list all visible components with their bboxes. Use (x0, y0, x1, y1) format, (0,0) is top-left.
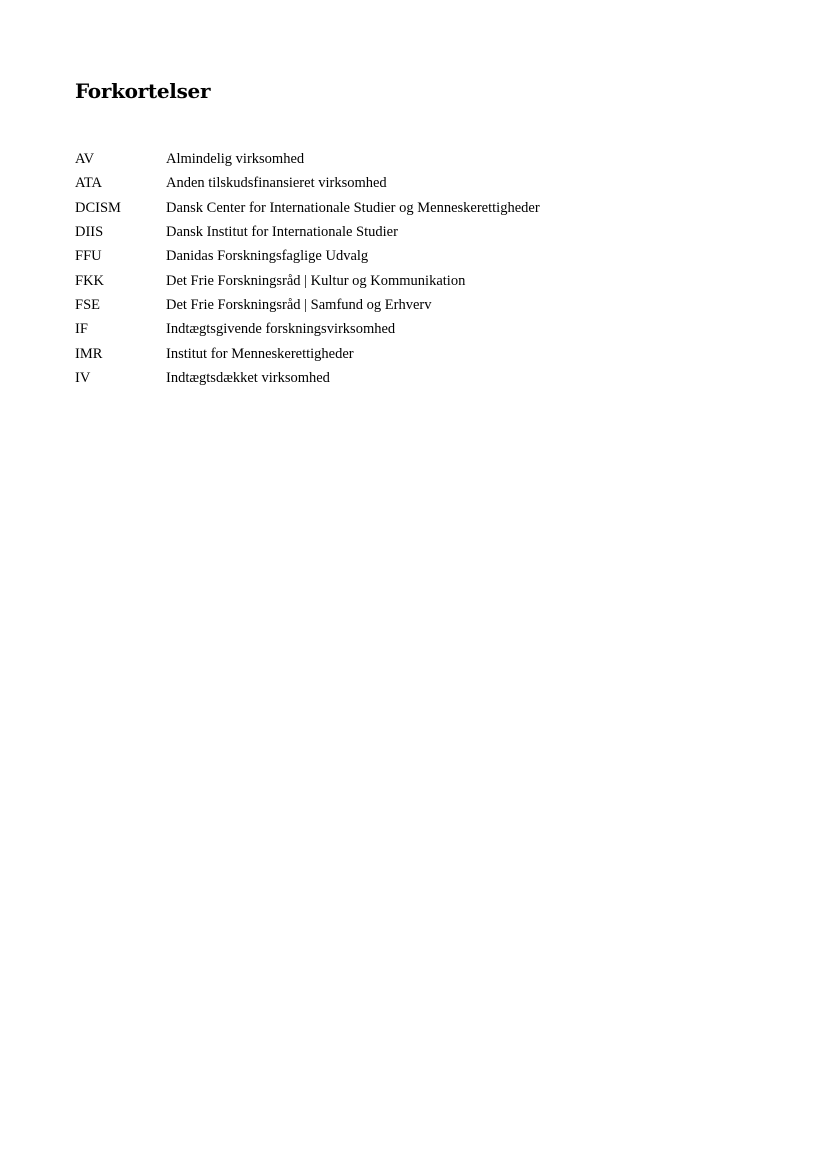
list-item (75, 244, 715, 268)
abbreviation-code: IF (75, 321, 88, 338)
abbreviation-description: Dansk Institut for Internationale Studier (166, 224, 398, 241)
list-item (75, 366, 715, 390)
abbreviation-list (75, 147, 715, 390)
page-title: Forkortelser (75, 79, 211, 103)
abbreviation-description: Det Frie Forskningsråd | Kultur og Kommunikation (166, 272, 466, 289)
list-item (75, 317, 715, 341)
abbreviation-code: IMR (75, 345, 103, 362)
abbreviation-description: Det Frie Forskningsråd | Samfund og Erhverv (166, 296, 432, 313)
abbreviation-code: AV (75, 151, 95, 168)
abbreviation-description: Anden tilskudsfinansieret virksomhed (166, 175, 387, 192)
abbreviation-description: Danidas Forskningsfaglige Udvalg (166, 248, 369, 265)
list-item (75, 293, 715, 317)
list-item (75, 341, 715, 365)
abbreviation-code: FSE (75, 296, 100, 313)
abbreviation-code: ATA (75, 175, 103, 192)
list-item (75, 268, 715, 292)
abbreviation-code: FFU (75, 248, 102, 265)
list-item (75, 220, 715, 244)
abbreviation-description: Institut for Menneskerettigheder (166, 345, 354, 362)
abbreviation-description: Almindelig virksomhed (166, 151, 305, 168)
abbreviation-description: Dansk Center for Internationale Studier og Menneskerettigheder (166, 199, 540, 216)
abbreviation-code: DCISM (75, 199, 121, 216)
abbreviation-code: DIIS (75, 224, 104, 241)
abbreviation-code: IV (75, 369, 91, 386)
abbreviation-code: FKK (75, 272, 105, 289)
abbreviation-description: Indtægtsdækket virksomhed (166, 369, 330, 386)
list-item (75, 147, 715, 171)
list-item (75, 171, 715, 195)
list-item (75, 196, 715, 220)
abbreviation-description: Indtægtsgivende forskningsvirksomhed (166, 321, 396, 338)
